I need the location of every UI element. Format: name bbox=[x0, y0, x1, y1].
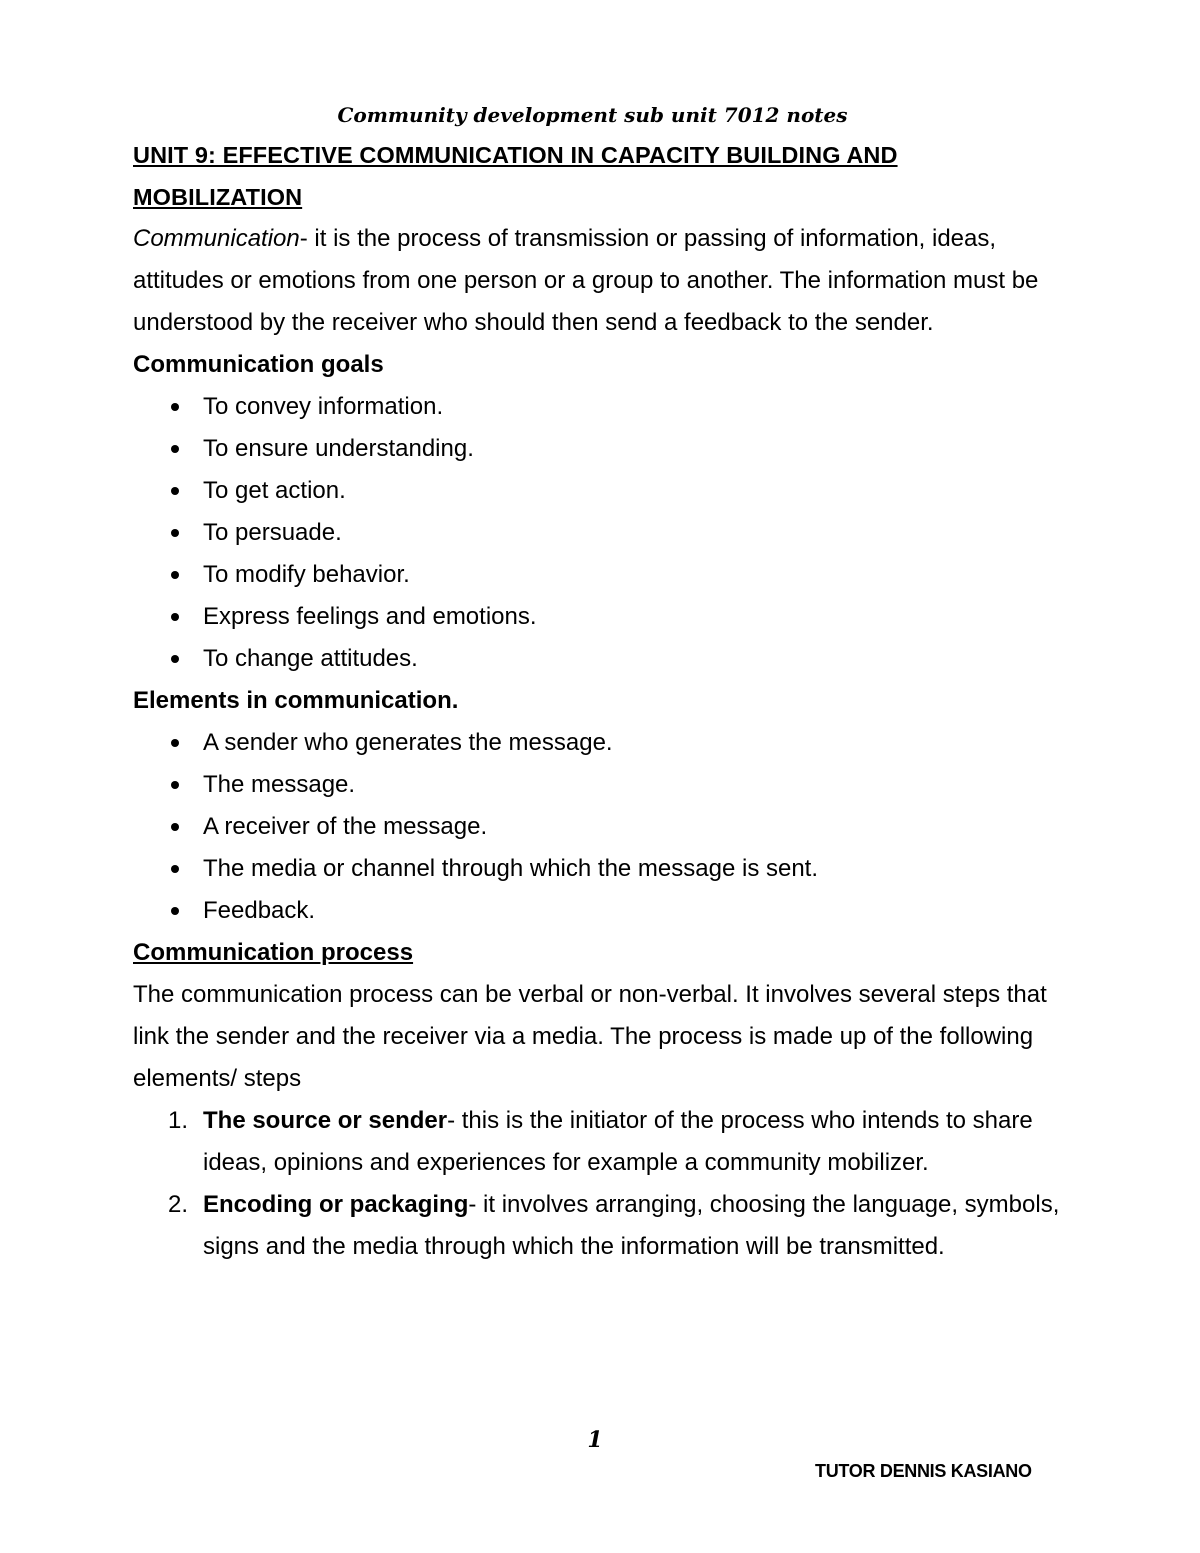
goals-heading: Communication goals bbox=[133, 351, 384, 378]
list-item bbox=[133, 1184, 1063, 1268]
bullet-icon bbox=[171, 739, 179, 747]
footer-author: TUTOR DENNIS KASIANO bbox=[815, 1461, 1032, 1481]
list-item bbox=[133, 1100, 1063, 1184]
elements-heading: Elements in communication. bbox=[133, 687, 459, 714]
step-text: - this is the initiator of the process who intends to share ideas, opinions and experiences for example a community mobilizer. bbox=[203, 1107, 1033, 1176]
step-text: - it involves arranging, choosing the language, symbols, signs and the media through which the information will be transmitted. bbox=[203, 1191, 1060, 1260]
list-item-text: The media or channel through which the message is sent. bbox=[203, 855, 819, 882]
list-item-text: To get action. bbox=[203, 477, 346, 504]
bullet-icon bbox=[171, 865, 179, 873]
list-item bbox=[133, 764, 1063, 806]
list-item-text: A receiver of the message. bbox=[203, 813, 488, 840]
list-item bbox=[133, 890, 1063, 932]
bullet-icon bbox=[171, 907, 179, 915]
list-item-text: To ensure understanding. bbox=[203, 435, 474, 462]
list-item-text: To persuade. bbox=[203, 519, 342, 546]
list-item-text: To modify behavior. bbox=[203, 561, 410, 588]
bullet-icon bbox=[171, 823, 179, 831]
list-item bbox=[133, 596, 1063, 638]
list-item-text: To convey information. bbox=[203, 393, 444, 420]
list-item-text: A sender who generates the message. bbox=[203, 729, 613, 756]
list-item bbox=[133, 806, 1063, 848]
definition-term: Communication bbox=[133, 225, 300, 252]
list-item bbox=[133, 638, 1063, 680]
process-steps-list bbox=[133, 1100, 1063, 1268]
step-term: Encoding or packaging bbox=[203, 1191, 469, 1218]
list-item-text: Express feelings and emotions. bbox=[203, 603, 537, 630]
page-header: Community development sub unit 7012 notes bbox=[337, 103, 848, 127]
bullet-icon bbox=[171, 529, 179, 537]
list-item bbox=[133, 848, 1063, 890]
elements-list bbox=[133, 722, 1063, 932]
list-item bbox=[133, 428, 1063, 470]
bullet-icon bbox=[171, 403, 179, 411]
list-item-text: Feedback. bbox=[203, 897, 316, 924]
list-item bbox=[133, 722, 1063, 764]
unit-title: UNIT 9: EFFECTIVE COMMUNICATION IN CAPACITY BUILDING AND MOBILIZATION bbox=[133, 142, 898, 210]
bullet-icon bbox=[171, 613, 179, 621]
step-number: 2. bbox=[168, 1191, 189, 1218]
process-intro: The communication process can be verbal or non-verbal. It involves several steps that link the sender and the receiver via a media. The process is made up of the following elements/ steps bbox=[133, 981, 1047, 1092]
list-item bbox=[133, 470, 1063, 512]
list-item-text: The message. bbox=[203, 771, 356, 798]
list-item bbox=[133, 386, 1063, 428]
definition-paragraph bbox=[133, 218, 1063, 344]
step-number: 1. bbox=[168, 1107, 189, 1134]
page-number: 1 bbox=[587, 1427, 603, 1453]
bullet-icon bbox=[171, 655, 179, 663]
bullet-icon bbox=[171, 445, 179, 453]
bullet-icon bbox=[171, 571, 179, 579]
bullet-icon bbox=[171, 781, 179, 789]
list-item bbox=[133, 554, 1063, 596]
goals-list bbox=[133, 386, 1063, 680]
list-item-text: To change attitudes. bbox=[203, 645, 418, 672]
step-term: The source or sender bbox=[203, 1107, 448, 1134]
definition-text: - it is the process of transmission or passing of information, ideas, attitudes or emotions from one person or a group to another. The information must be understood by the receiver who should then send a feedback to the sender. bbox=[133, 225, 1039, 336]
bullet-icon bbox=[171, 487, 179, 495]
list-item bbox=[133, 512, 1063, 554]
process-heading: Communication process bbox=[133, 939, 414, 966]
page-content bbox=[133, 134, 1063, 1268]
